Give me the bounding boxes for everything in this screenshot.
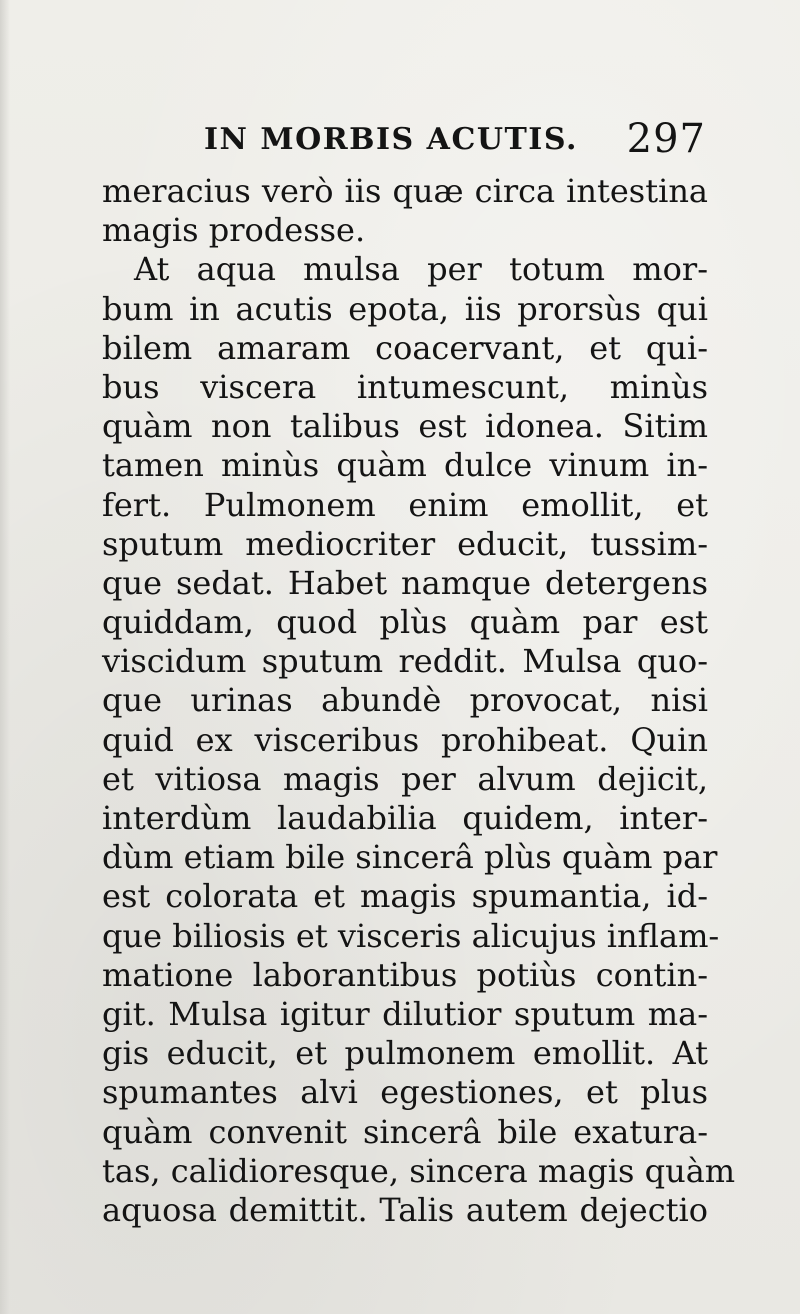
text-line: meracius verò iis quæ circa intestina: [102, 172, 708, 210]
text-line: bus viscera intumescunt, minùs: [102, 367, 708, 406]
page-number: 297: [626, 116, 706, 162]
text-line: que sedat. Habet namque detergens: [102, 563, 708, 602]
text-line: bilem amaram coacervant, et qui-: [102, 328, 708, 367]
text-line: magis prodesse.: [102, 211, 366, 250]
text-line: quid ex visceribus prohibeat. Quin: [102, 720, 708, 759]
text-line: aquosa demittit. Talis autem dejectio: [102, 1190, 708, 1229]
page-edge-shadow: [0, 0, 10, 1314]
text-line: quàm non talibus est idonea. Sitim: [102, 407, 708, 446]
text-line: quiddam, quod plùs quàm par est: [102, 603, 708, 642]
text-line: est colorata et magis spumantia, id-: [102, 877, 708, 916]
text-line: tas, calidioresque, sincera magis quàm: [102, 1151, 736, 1190]
text-line: At aqua mulsa per totum mor-: [134, 250, 708, 289]
text-line: sputum mediocriter educit, tussim-: [102, 524, 708, 563]
text-line: et vitiosa magis per alvum dejicit,: [102, 759, 708, 798]
text-line: que biliosis et visceris alicujus inflam-: [102, 916, 720, 955]
text-line: dùm etiam bile sincerâ plùs quàm par: [102, 838, 718, 877]
page-header: [204, 116, 708, 172]
text-line: gis educit, et pulmonem emollit. At: [102, 1034, 708, 1073]
text-line: git. Mulsa igitur dilutior sputum ma-: [102, 994, 708, 1033]
text-line: quàm convenit sincerâ bile exatura-: [102, 1112, 708, 1151]
text-line: bum in acutis epota, iis prorsùs qui: [102, 289, 708, 328]
text-line: que urinas abundè provocat, nisi: [102, 681, 708, 720]
text-line: interdùm laudabilia quidem, inter-: [102, 799, 708, 837]
running-head: IN MORBIS ACUTIS.: [204, 122, 578, 157]
text-line: tamen minùs quàm dulce vinum in-: [102, 446, 708, 485]
text-line: viscidum sputum reddit. Mulsa quo-: [102, 642, 708, 681]
text-line: matione laborantibus potiùs contin-: [102, 955, 708, 994]
text-line: fert. Pulmonem enim emollit, et: [102, 485, 708, 524]
text-line: spumantes alvi egestiones, et plus: [102, 1073, 708, 1112]
body-text: [102, 172, 736, 1230]
